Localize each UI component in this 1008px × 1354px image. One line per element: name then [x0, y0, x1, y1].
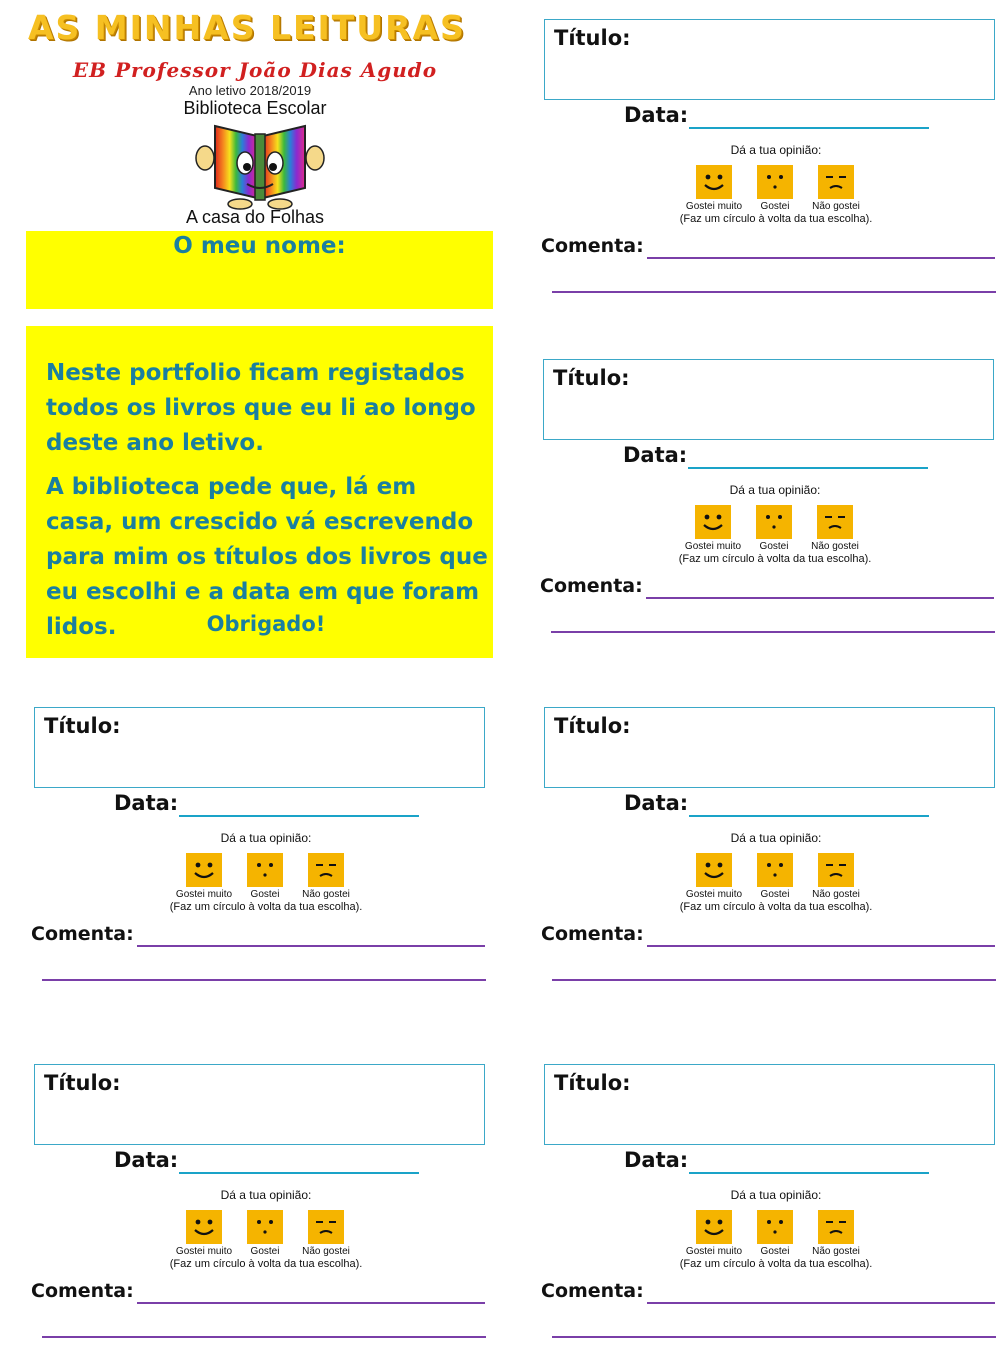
neutral-face-icon[interactable]: [247, 853, 283, 887]
comment-label: Comenta:: [541, 923, 644, 945]
comment-line[interactable]: [647, 257, 995, 259]
option-caption: Gostei: [250, 1246, 280, 1257]
option-caption: Não gostei: [811, 541, 859, 552]
option-caption: Gostei muito: [175, 1246, 233, 1257]
date-line[interactable]: [689, 815, 929, 817]
comment-label: Comenta:: [540, 575, 643, 597]
opinion-label: Dá a tua opinião:: [220, 831, 312, 845]
reading-card: [541, 19, 1008, 309]
info-box: [26, 326, 493, 658]
neutral-face-icon[interactable]: [247, 1210, 283, 1244]
comment-label: Comenta:: [31, 923, 134, 945]
comment-label: Comenta:: [541, 1280, 644, 1302]
book-title-box[interactable]: [543, 359, 994, 440]
reading-card: [540, 359, 1008, 649]
option-caption: Gostei muito: [685, 1246, 743, 1257]
info-paragraph: Neste portfolio ficam registados todos os livros que eu li ao longo deste ano letivo.: [46, 360, 476, 456]
opinion-label: Dá a tua opinião:: [730, 143, 822, 157]
reading-card: [31, 707, 504, 997]
circle-instruction: (Faz um círculo à volta da tua escolha).: [169, 1258, 363, 1270]
comment-line[interactable]: [42, 979, 486, 981]
unhappy-face-icon[interactable]: [817, 505, 853, 539]
option-caption: Não gostei: [812, 201, 860, 212]
comment-line[interactable]: [647, 945, 995, 947]
comment-line[interactable]: [552, 979, 996, 981]
option-caption: Gostei: [760, 201, 790, 212]
option-caption: Não gostei: [812, 889, 860, 900]
comment-label: Comenta:: [541, 235, 644, 257]
very-happy-face-icon[interactable]: [186, 853, 222, 887]
comment-line[interactable]: [137, 1302, 485, 1304]
title-label: Título:: [554, 714, 631, 738]
option-caption: Gostei muito: [684, 541, 742, 552]
title-label: Título:: [554, 26, 631, 50]
option-caption: Gostei: [760, 1246, 790, 1257]
comment-line[interactable]: [551, 631, 995, 633]
date-label: Data:: [114, 1148, 179, 1172]
book-mascot-logo: [195, 118, 325, 210]
school-name: EB Professor João Dias Agudo: [72, 58, 438, 82]
neutral-face-icon[interactable]: [757, 165, 793, 199]
title-label: Título:: [44, 1071, 121, 1095]
option-caption: Não gostei: [302, 889, 350, 900]
unhappy-face-icon[interactable]: [818, 853, 854, 887]
date-line[interactable]: [689, 1172, 929, 1174]
option-caption: Gostei: [759, 541, 789, 552]
reading-card: [541, 707, 1008, 997]
circle-instruction: (Faz um círculo à volta da tua escolha).: [678, 553, 872, 565]
book-title-box[interactable]: [544, 707, 995, 788]
book-title-box[interactable]: [544, 19, 995, 100]
unhappy-face-icon[interactable]: [818, 165, 854, 199]
comment-line[interactable]: [137, 945, 485, 947]
book-title-box[interactable]: [544, 1064, 995, 1145]
option-caption: Não gostei: [812, 1246, 860, 1257]
school-year: Ano letivo 2018/2019: [188, 83, 312, 98]
very-happy-face-icon[interactable]: [696, 165, 732, 199]
very-happy-face-icon[interactable]: [186, 1210, 222, 1244]
circle-instruction: (Faz um círculo à volta da tua escolha).: [679, 213, 873, 225]
neutral-face-icon[interactable]: [757, 853, 793, 887]
comment-line[interactable]: [42, 1336, 486, 1338]
very-happy-face-icon[interactable]: [696, 1210, 732, 1244]
unhappy-face-icon[interactable]: [818, 1210, 854, 1244]
portfolio-title: AS MINHAS LEITURAS: [28, 8, 466, 47]
date-label: Data:: [624, 791, 689, 815]
info-paragraph: A biblioteca pede que, lá em casa, um crescido vá escrevendo para mim os títulos dos livros que eu escolhi e a data em que foram lidos.: [46, 474, 488, 640]
very-happy-face-icon[interactable]: [696, 853, 732, 887]
unhappy-face-icon[interactable]: [308, 1210, 344, 1244]
date-label: Data:: [624, 103, 689, 127]
option-caption: Gostei: [250, 889, 280, 900]
circle-instruction: (Faz um círculo à volta da tua escolha).: [169, 901, 363, 913]
comment-line[interactable]: [552, 291, 996, 293]
circle-instruction: (Faz um círculo à volta da tua escolha).: [679, 901, 873, 913]
title-label: Título:: [554, 1071, 631, 1095]
title-label: Título:: [44, 714, 121, 738]
date-line[interactable]: [688, 467, 928, 469]
comment-line[interactable]: [646, 597, 994, 599]
option-caption: Gostei muito: [175, 889, 233, 900]
option-caption: Gostei muito: [685, 201, 743, 212]
comment-label: Comenta:: [31, 1280, 134, 1302]
title-label: Título:: [553, 366, 630, 390]
date-label: Data:: [624, 1148, 689, 1172]
neutral-face-icon[interactable]: [756, 505, 792, 539]
reading-card: [541, 1064, 1008, 1354]
comment-line[interactable]: [647, 1302, 995, 1304]
neutral-face-icon[interactable]: [757, 1210, 793, 1244]
comment-line[interactable]: [552, 1336, 996, 1338]
option-caption: Gostei: [760, 889, 790, 900]
opinion-label: Dá a tua opinião:: [730, 831, 822, 845]
date-label: Data:: [623, 443, 688, 467]
thanks-text: Obrigado!: [206, 612, 326, 636]
reading-card: [31, 1064, 504, 1354]
book-title-box[interactable]: [34, 707, 485, 788]
opinion-label: Dá a tua opinião:: [730, 1188, 822, 1202]
circle-instruction: (Faz um círculo à volta da tua escolha).: [679, 1258, 873, 1270]
name-box[interactable]: [26, 231, 493, 309]
date-line[interactable]: [179, 815, 419, 817]
option-caption: Gostei muito: [685, 889, 743, 900]
library-name: A casa do Folhas: [185, 207, 325, 227]
date-line[interactable]: [179, 1172, 419, 1174]
date-line[interactable]: [689, 127, 929, 129]
opinion-label: Dá a tua opinião:: [220, 1188, 312, 1202]
unhappy-face-icon[interactable]: [308, 853, 344, 887]
info-text: [46, 356, 491, 654]
opinion-label: Dá a tua opinião:: [729, 483, 821, 497]
option-caption: Não gostei: [302, 1246, 350, 1257]
book-title-box[interactable]: [34, 1064, 485, 1145]
very-happy-face-icon[interactable]: [695, 505, 731, 539]
library-label: Biblioteca Escolar: [183, 98, 327, 118]
date-label: Data:: [114, 791, 179, 815]
name-label: O meu nome:: [173, 233, 346, 259]
